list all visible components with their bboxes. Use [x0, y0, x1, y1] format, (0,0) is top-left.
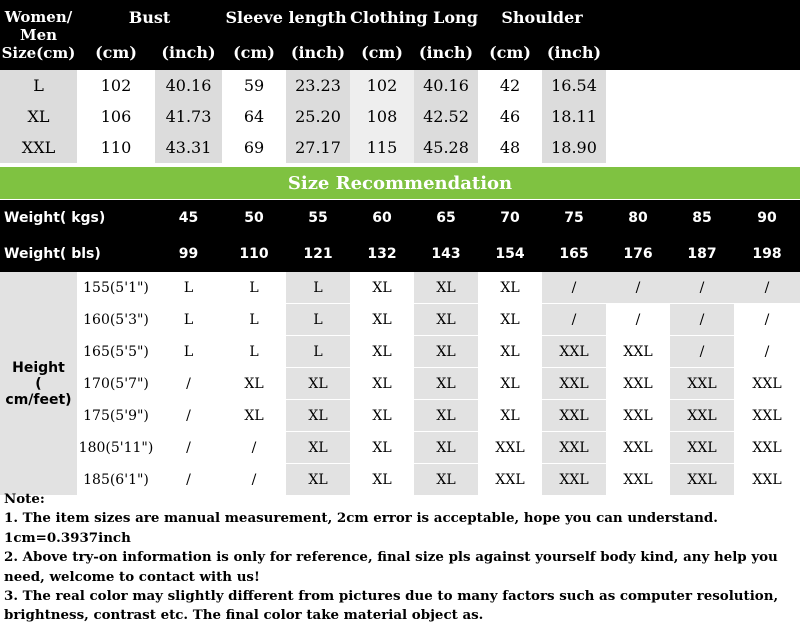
header-filler: [606, 34, 800, 70]
size-cell: XL: [414, 368, 478, 400]
height-value: 180(5'11"): [77, 432, 155, 464]
size-cell: L: [222, 336, 286, 368]
weight-cell: 198: [734, 236, 800, 272]
value-cell: 27.17: [286, 132, 350, 163]
weight-cell: 90: [734, 200, 800, 236]
height-label-line: ( cm/feet): [5, 375, 72, 408]
weight-cell: 70: [478, 200, 542, 236]
value-cell: 45.28: [414, 132, 478, 163]
size-header-label: Women/ Men Size(cm): [0, 0, 77, 70]
height-value: 160(5'3"): [77, 304, 155, 336]
size-cell: XXL: [670, 464, 734, 496]
size-cell: XL: [478, 336, 542, 368]
size-cell: /: [542, 272, 606, 304]
size-cell: XXL: [670, 400, 734, 432]
size-cell: XXL: [542, 368, 606, 400]
size-cell: /: [606, 304, 670, 336]
value-cell: 41.73: [155, 101, 222, 132]
value-cell: 110: [77, 132, 155, 163]
value-cell: 42.52: [414, 101, 478, 132]
height-value: 170(5'7"): [77, 368, 155, 400]
value-cell: 23.23: [286, 70, 350, 101]
size-label: XL: [0, 101, 77, 132]
value-cell: 115: [350, 132, 414, 163]
size-cell: /: [606, 272, 670, 304]
group-header-sleeve: Sleeve length: [222, 0, 350, 34]
weight-kgs-label: Weight( kgs): [0, 200, 155, 236]
size-cell: XL: [478, 272, 542, 304]
table-row: [0, 70, 800, 101]
size-cell: /: [155, 368, 222, 400]
unit-header: (inch): [414, 34, 478, 70]
value-cell: 59: [222, 70, 286, 101]
size-cell: XL: [414, 400, 478, 432]
size-cell: XL: [478, 368, 542, 400]
size-cell: XXL: [606, 464, 670, 496]
size-cell: XL: [414, 464, 478, 496]
weight-cell: 143: [414, 236, 478, 272]
size-cell: XL: [478, 400, 542, 432]
size-cell: L: [222, 304, 286, 336]
size-cell: XXL: [734, 432, 800, 464]
unit-header: (cm): [77, 34, 155, 70]
weight-cell: 176: [606, 236, 670, 272]
size-cell: XL: [478, 304, 542, 336]
size-cell: XXL: [734, 464, 800, 496]
size-cell: XXL: [606, 400, 670, 432]
size-cell: /: [670, 336, 734, 368]
unit-header: (inch): [155, 34, 222, 70]
weight-cell: 65: [414, 200, 478, 236]
notes-section: [4, 490, 798, 626]
weight-lbs-label: Weight( bls): [0, 236, 155, 272]
value-cell: 40.16: [155, 70, 222, 101]
size-cell: XXL: [734, 368, 800, 400]
weight-cell: 60: [350, 200, 414, 236]
size-cell: XXL: [606, 368, 670, 400]
empty-cell: [606, 70, 800, 101]
size-cell: /: [155, 400, 222, 432]
size-label: XXL: [0, 132, 77, 163]
notes-heading: Note:: [4, 491, 45, 507]
size-cell: XXL: [542, 400, 606, 432]
weight-cell: 154: [478, 236, 542, 272]
value-cell: 16.54: [542, 70, 606, 101]
table-row: [0, 432, 800, 464]
size-cell: XL: [286, 432, 350, 464]
weight-kgs-row: [0, 200, 800, 236]
note-item: 2. Above try-on information is only for reference, final size pls against yourself body kind, any help you need, welcome to contact with us!: [4, 549, 778, 585]
weight-cell: 165: [542, 236, 606, 272]
weight-lbs-row: [0, 236, 800, 272]
size-cell: L: [222, 272, 286, 304]
size-cell: L: [286, 304, 350, 336]
table-row: [0, 132, 800, 163]
value-cell: 25.20: [286, 101, 350, 132]
weight-cell: 187: [670, 236, 734, 272]
table-row: [0, 272, 800, 304]
size-cell: XL: [414, 336, 478, 368]
size-cell: XL: [222, 368, 286, 400]
weight-cell: 85: [670, 200, 734, 236]
value-cell: 64: [222, 101, 286, 132]
group-header-shoulder: Shoulder: [478, 0, 606, 34]
unit-header: (cm): [350, 34, 414, 70]
height-value: 155(5'1"): [77, 272, 155, 304]
size-cell: /: [670, 304, 734, 336]
weight-cell: 75: [542, 200, 606, 236]
size-cell: /: [155, 464, 222, 496]
size-cell: XXL: [478, 432, 542, 464]
size-cell: L: [286, 336, 350, 368]
size-cell: XL: [350, 304, 414, 336]
value-cell: 69: [222, 132, 286, 163]
table-row: [0, 101, 800, 132]
height-value: 165(5'5"): [77, 336, 155, 368]
weight-cell: 121: [286, 236, 350, 272]
size-recommendation-banner: Size Recommendation: [0, 166, 800, 199]
group-header-clothing-long: Clothing Long: [350, 0, 478, 34]
table-row: [0, 400, 800, 432]
size-cell: L: [155, 304, 222, 336]
value-cell: 46: [478, 101, 542, 132]
weight-cell: 45: [155, 200, 222, 236]
size-cell: XXL: [606, 336, 670, 368]
size-cell: XL: [286, 464, 350, 496]
value-cell: 48: [478, 132, 542, 163]
size-cell: XXL: [542, 336, 606, 368]
size-cell: XL: [222, 400, 286, 432]
header-filler: [606, 0, 800, 34]
size-cell: /: [222, 464, 286, 496]
size-measurement-table: [0, 0, 800, 163]
value-cell: 102: [350, 70, 414, 101]
group-header-bust: Bust: [77, 0, 222, 34]
table-row: [0, 304, 800, 336]
size-cell: /: [734, 336, 800, 368]
note-item: 3. The real color may slightly different from pictures due to many factors such as computer resolution, brightness, contrast etc. The final color take material object as.: [4, 588, 779, 624]
value-cell: 102: [77, 70, 155, 101]
height-value: 185(6'1"): [77, 464, 155, 496]
table-row: [0, 368, 800, 400]
size-cell: /: [222, 432, 286, 464]
value-cell: 18.90: [542, 132, 606, 163]
note-item: 1. The item sizes are manual measurement, 2cm error is acceptable, hope you can understand. 1cm=0.3937inch: [4, 510, 718, 546]
weight-cell: 55: [286, 200, 350, 236]
size-cell: XL: [286, 368, 350, 400]
size-cell: /: [734, 304, 800, 336]
weight-cell: 99: [155, 236, 222, 272]
size-cell: XXL: [478, 464, 542, 496]
size-cell: XXL: [670, 368, 734, 400]
unit-header: (inch): [542, 34, 606, 70]
size-cell: XXL: [542, 432, 606, 464]
size-cell: /: [670, 272, 734, 304]
size-cell: XL: [350, 272, 414, 304]
size-cell: XL: [350, 464, 414, 496]
empty-cell: [606, 101, 800, 132]
value-cell: 108: [350, 101, 414, 132]
height-label: [0, 272, 77, 496]
size-cell: XL: [414, 272, 478, 304]
height-label-line: Height: [12, 359, 65, 376]
size-cell: XL: [350, 368, 414, 400]
value-cell: 18.11: [542, 101, 606, 132]
size-cell: XL: [286, 400, 350, 432]
unit-header: (cm): [478, 34, 542, 70]
size-label: L: [0, 70, 77, 101]
height-value: 175(5'9"): [77, 400, 155, 432]
weight-cell: 50: [222, 200, 286, 236]
empty-cell: [606, 132, 800, 163]
size-cell: XL: [414, 304, 478, 336]
value-cell: 106: [77, 101, 155, 132]
size-cell: /: [542, 304, 606, 336]
unit-header: (cm): [222, 34, 286, 70]
size-recommendation-table: [0, 200, 800, 496]
size-cell: L: [155, 336, 222, 368]
size-cell: /: [734, 272, 800, 304]
unit-header: (inch): [286, 34, 350, 70]
size-cell: XL: [414, 432, 478, 464]
size-cell: XL: [350, 400, 414, 432]
size-cell: L: [155, 272, 222, 304]
value-cell: 40.16: [414, 70, 478, 101]
size-cell: XL: [350, 336, 414, 368]
size-cell: XXL: [670, 432, 734, 464]
size-cell: /: [155, 432, 222, 464]
weight-cell: 110: [222, 236, 286, 272]
size-cell: XXL: [606, 432, 670, 464]
size-cell: XXL: [734, 400, 800, 432]
size-cell: XXL: [542, 464, 606, 496]
weight-cell: 80: [606, 200, 670, 236]
size-cell: XL: [350, 432, 414, 464]
size-cell: L: [286, 272, 350, 304]
weight-cell: 132: [350, 236, 414, 272]
value-cell: 43.31: [155, 132, 222, 163]
value-cell: 42: [478, 70, 542, 101]
table-row: [0, 336, 800, 368]
